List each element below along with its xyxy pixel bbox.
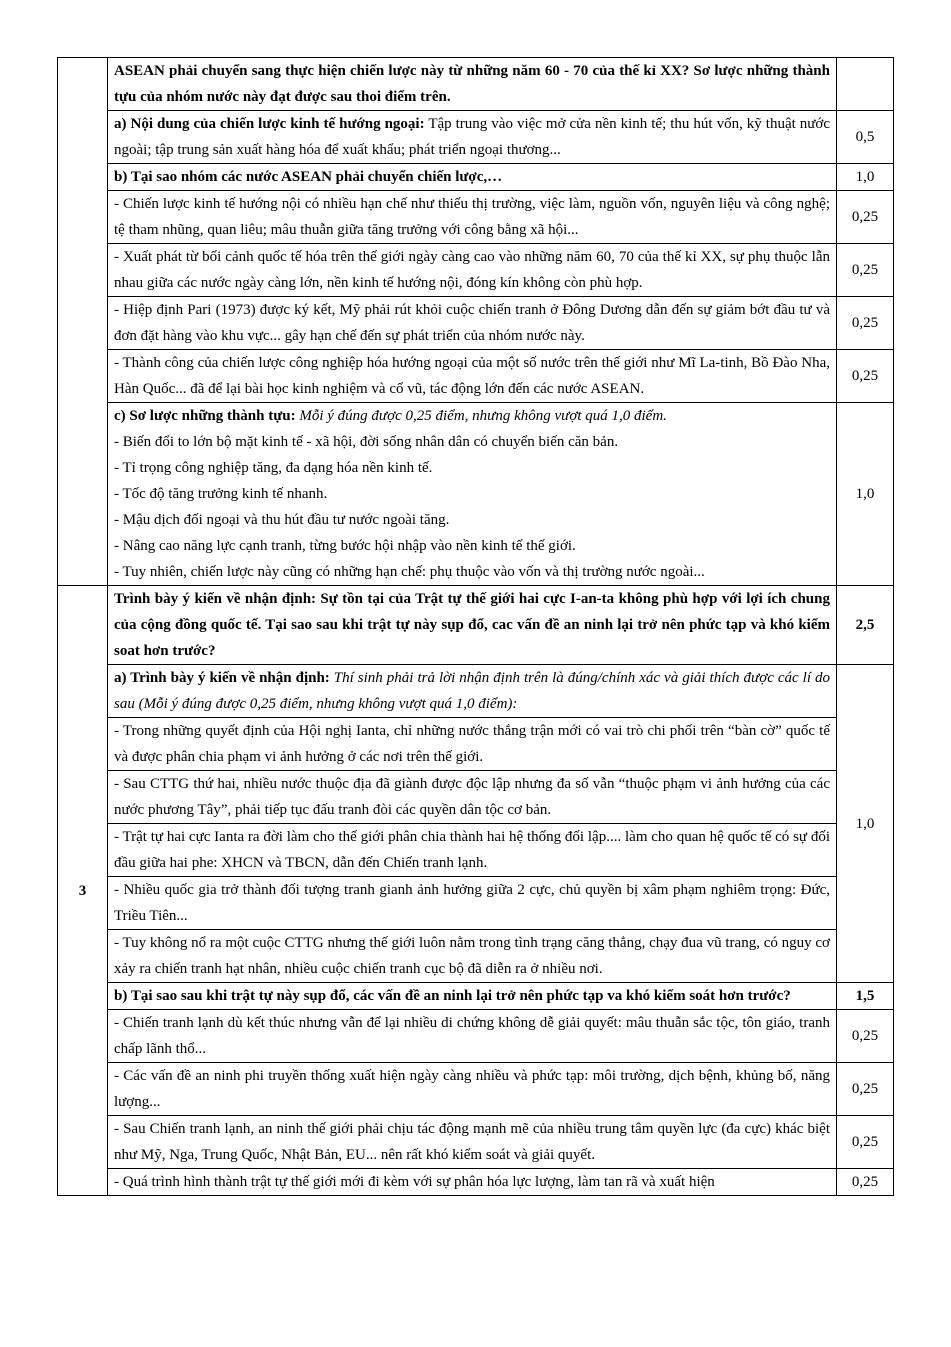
q3-part-b-item: - Chiến tranh lạnh dù kết thúc nhưng vẫn để lại nhiều di chứng không dễ giải quyết: mâu thuẫn sắc tộc, tôn giáo, tranh chấp lãnh thổ...: [108, 1010, 837, 1063]
q3-part-a-score: 1,0: [837, 665, 894, 983]
part-c-line: - Mậu dịch đối ngoại và thu hút đầu tư nước ngoài tăng.: [114, 512, 450, 528]
part-b-item-score: 0,25: [837, 191, 894, 244]
table-row: [58, 111, 894, 164]
answer-table: [57, 57, 894, 1196]
part-b-item: - Hiệp định Pari (1973) được ký kết, Mỹ phải rút khỏi cuộc chiến tranh ở Đông Dương dẫn đến sự giảm bớt đầu tư và đơn đặt hàng vào khu vực... gây hạn chế đến sự phát triển của nhóm nước này.: [108, 297, 837, 350]
part-b-item-score: 0,25: [837, 297, 894, 350]
q3-part-b-score: 1,5: [837, 983, 894, 1010]
question-3-total-score: 2,5: [837, 586, 894, 665]
table-row: [58, 930, 894, 983]
q3-part-a-item: - Trong những quyết định của Hội nghị Ianta, chỉ những nước thắng trận mới có vai trò chi phối trên “bàn cờ” quốc tế và được phân chia phạm vi ảnh hưởng ở các nơi trên thế giới.: [108, 718, 837, 771]
question-3-prompt: Trình bày ý kiến về nhận định: Sự tồn tại của Trật tự thế giới hai cực I-an-ta không phù hợp với lợi ích chung của cộng đồng quốc tế. Tại sao sau khi trật tự này sụp đổ, cac vấn đề an ninh lại trở nên phức tạp và khó kiểm soat hơn trước?: [108, 586, 837, 665]
part-b-item: - Xuất phát từ bối cảnh quốc tế hóa trên thế giới ngày càng cao vào những năm 60, 70 của thế kỉ XX, sự phụ thuộc lẫn nhau giữa các nước ngày càng lớn, nền kinh tế hướng nội, đóng kín không còn phù hợp.: [108, 244, 837, 297]
table-row: [58, 665, 894, 718]
part-c-score: 1,0: [837, 403, 894, 586]
part-c-line: - Nâng cao năng lực cạnh tranh, từng bước hội nhập vào nền kinh tế thế giới.: [114, 538, 576, 554]
q3-part-a-item: - Sau CTTG thứ hai, nhiều nước thuộc địa đã giành được độc lập nhưng đa số vẫn “thuộc phạm vi ảnh hưởng của các nước phương Tây”, phải tiếp tục đấu tranh đòi các quyền dân tộc cơ bản.: [108, 771, 837, 824]
table-row: [58, 771, 894, 824]
part-a-score: 0,5: [837, 111, 894, 164]
part-c-note: Mỗi ý đúng được 0,25 điểm, nhưng không vượt quá 1,0 điểm.: [295, 408, 667, 424]
q3-part-b-item-score: 0,25: [837, 1169, 894, 1196]
table-row: [58, 586, 894, 665]
table-row: [58, 164, 894, 191]
table-row: [58, 1116, 894, 1169]
q3-part-a-label: a) Trình bày ý kiến về nhận định:: [114, 670, 330, 686]
part-c-line: - Tốc độ tăng trưởng kinh tế nhanh.: [114, 486, 328, 502]
part-c-line: - Biến đổi to lớn bộ mặt kinh tế - xã hội, đời sống nhân dân có chuyển biến căn bản.: [114, 434, 619, 450]
table-row: [58, 877, 894, 930]
q3-part-a-heading: [108, 665, 837, 718]
table-row: [58, 983, 894, 1010]
q3-part-b-item: - Quá trình hình thành trật tự thế giới mới đi kèm với sự phân hóa lực lượng, làm tan rã và xuất hiện: [108, 1169, 837, 1196]
table-row: [58, 1169, 894, 1196]
table-row: [58, 244, 894, 297]
q3-part-b-heading: b) Tại sao sau khi trật tự này sụp đổ, các vấn đề an ninh lại trở nên phức tạp va khó kiểm soát hơn trước?: [108, 983, 837, 1010]
part-b-heading: b) Tại sao nhóm các nước ASEAN phải chuyển chiến lược,…: [108, 164, 837, 191]
part-c-label: c) Sơ lược những thành tựu:: [114, 408, 296, 424]
part-a-text: Tập trung vào việc mở cửa nền kinh tế; thu hút vốn, kỹ thuật nước ngoài; tập trung sản xuất hàng hóa để xuất khẩu; phát triển ngoại thương...: [114, 116, 831, 158]
part-b-item: - Thành công của chiến lược công nghiệp hóa hướng ngoại của một số nước trên thế giới như Mĩ La-tinh, Bồ Đào Nha, Hàn Quốc... đã để lại bài học kinh nghiệm và cổ vũ, tác động lớn đến các nước ASEAN.: [108, 350, 837, 403]
part-c-content: [108, 403, 837, 586]
q3-part-a-note: Thí sinh phải trả lời nhận định trên là đúng/chính xác và giải thích được các lí do sau (Mỗi ý đúng được 0,25 điểm, nhưng không vượt quá 1,0 điểm):: [114, 670, 830, 712]
q3-part-b-item: - Sau Chiến tranh lạnh, an ninh thế giới phải chịu tác động mạnh mẽ của nhiều trung tâm quyền lực (đa cực) khác biệt như Mỹ, Nga, Trung Quốc, Nhật Bản, EU... nên rất khó kiểm soát và giải quyết.: [108, 1116, 837, 1169]
part-a-label: a) Nội dung của chiến lược kinh tế hướng ngoại:: [114, 116, 425, 132]
table-row: [58, 297, 894, 350]
q3-part-a-item: - Trật tự hai cực Ianta ra đời làm cho thế giới phân chia thành hai hệ thống đối lập.... làm cho quan hệ quốc tế có sự đối đầu giữa hai phe: XHCN và TBCN, dẫn đến Chiến tranh lạnh.: [108, 824, 837, 877]
part-b-score: 1,0: [837, 164, 894, 191]
answer-key-page: [57, 57, 893, 1196]
q3-part-b-item-score: 0,25: [837, 1063, 894, 1116]
table-row: [58, 718, 894, 771]
table-row: [58, 350, 894, 403]
score-cell-empty: [837, 58, 894, 111]
q3-part-a-item: - Nhiều quốc gia trở thành đối tượng tranh gianh ảnh hưởng giữa 2 cực, chủ quyền bị xâm phạm nghiêm trọng: Đức, Triều Tiên...: [108, 877, 837, 930]
q3-part-b-item-score: 0,25: [837, 1010, 894, 1063]
question-continuation: ASEAN phải chuyển sang thực hiện chiến lược này từ những năm 60 - 70 của thế kỉ XX? Sơ lược những thành tựu của nhóm nước này đạt được sau thoi điểm trên.: [108, 58, 837, 111]
q3-part-a-item: - Tuy không nổ ra một cuộc CTTG nhưng thế giới luôn nằm trong tình trạng căng thẳng, chạy đua vũ trang, có nguy cơ xảy ra chiến tranh hạt nhân, nhiều cuộc chiến tranh cục bộ đã diễn ra ở nhiều nơi.: [108, 930, 837, 983]
table-row: [58, 58, 894, 111]
q3-part-b-item-score: 0,25: [837, 1116, 894, 1169]
table-row: [58, 403, 894, 586]
question-number-cell: [58, 58, 108, 586]
table-row: [58, 191, 894, 244]
q3-part-b-item: - Các vấn đề an ninh phi truyền thống xuất hiện ngày càng nhiều và phức tạp: môi trường, dịch bệnh, khủng bố, năng lượng...: [108, 1063, 837, 1116]
table-row: [58, 1063, 894, 1116]
table-row: [58, 1010, 894, 1063]
part-c-line: - Tuy nhiên, chiến lược này cũng có những hạn chế: phụ thuộc vào vốn và thị trường nước ngoài...: [114, 564, 705, 580]
table-row: [58, 824, 894, 877]
part-a-content: [108, 111, 837, 164]
part-b-item-score: 0,25: [837, 350, 894, 403]
question-number: 3: [58, 586, 108, 1196]
part-c-line: - Tỉ trọng công nghiệp tăng, đa dạng hóa nền kinh tế.: [114, 460, 433, 476]
part-b-item-score: 0,25: [837, 244, 894, 297]
part-b-item: - Chiến lược kinh tế hướng nội có nhiều hạn chế như thiếu thị trường, việc làm, nguồn vốn, nguyên liệu và công nghệ; tệ tham nhũng, quan liêu; mâu thuẫn giữa tăng trưởng với công bằng xã hội...: [108, 191, 837, 244]
